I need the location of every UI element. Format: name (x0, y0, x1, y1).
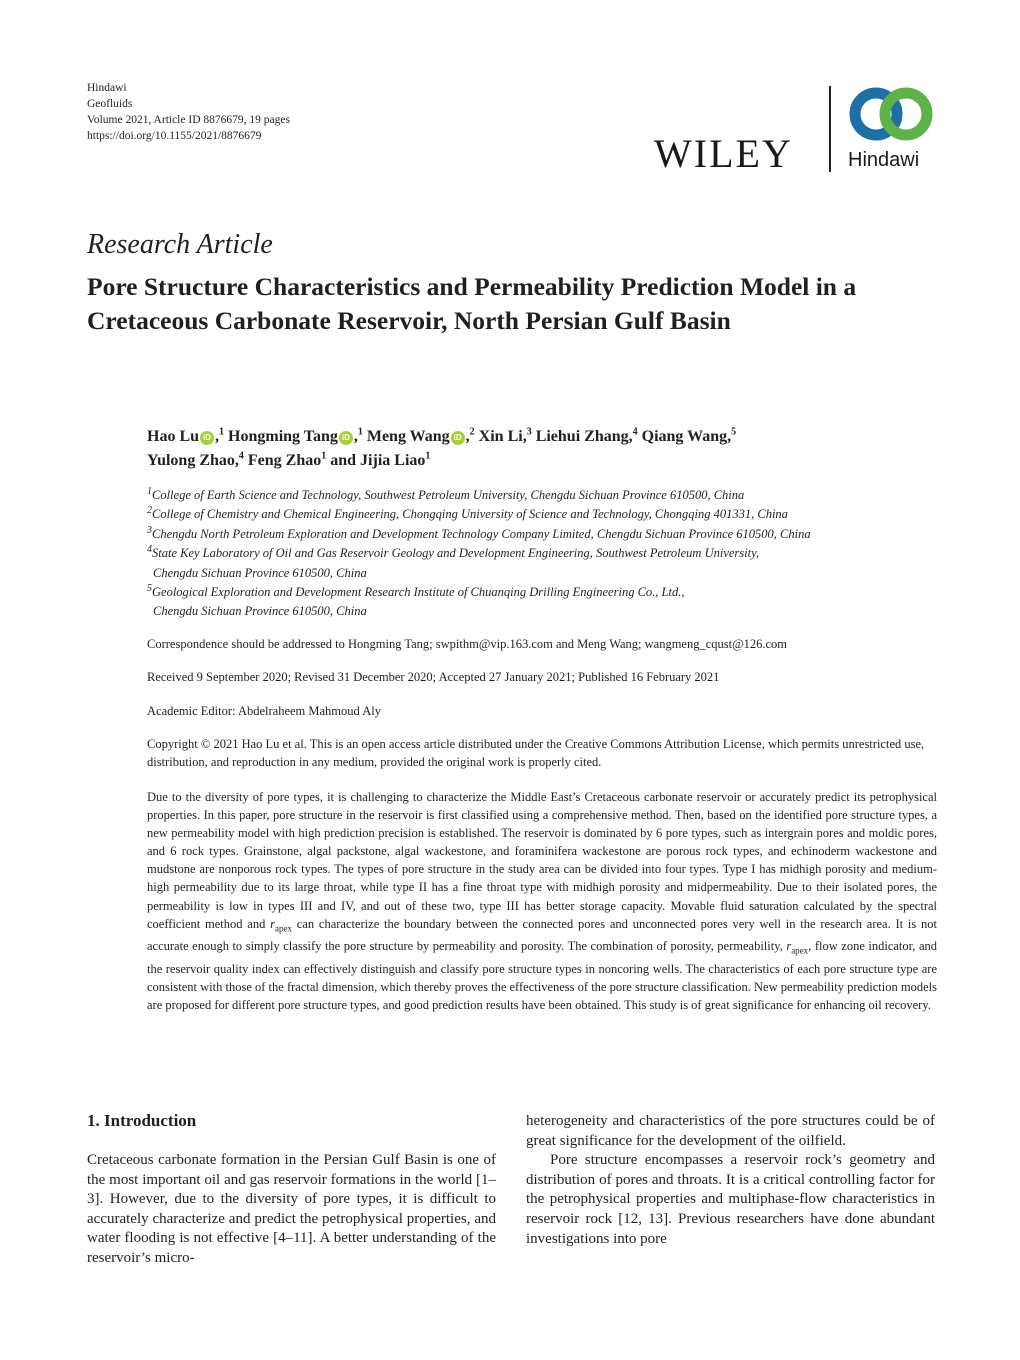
math-r: r (270, 916, 275, 931)
math-subscript: apex (274, 923, 292, 934)
separator: , (234, 452, 239, 469)
journal-meta (87, 80, 290, 144)
author-name[interactable]: Jijia Liao (360, 452, 426, 469)
paragraph: Cretaceous carbonate formation in the Persian Gulf Basin is one of the most important oil and gas reservoir formations in the world [1–3]. However, due to the diversity of pore types, it is difficult to accurately characterize and predict the petrophysical properties, and water flooding is not effective [4–11]. A better understanding of the reservoir’s micro- (87, 1152, 496, 1266)
author-name[interactable]: Liehui Zhang (535, 428, 629, 445)
hindawi-wordmark: Hindawi (848, 149, 920, 171)
article-type: Research Article (87, 229, 273, 260)
affiliation-number: 5 (147, 582, 152, 594)
affiliation-marker: 3 (526, 426, 532, 438)
logo-divider (829, 86, 831, 172)
affiliation-text: College of Earth Science and Technology, Southwest Petroleum University, Chengdu Sichuan Province 610500, China (152, 488, 745, 502)
separator: , (727, 428, 732, 445)
affiliation-marker: 4 (238, 450, 244, 462)
correspondence: Correspondence should be addressed to Hongming Tang; swpithm@vip.163.com and Meng Wang; wangmeng_cqust@126.com (147, 637, 788, 651)
affiliation-list (147, 486, 947, 622)
author-name[interactable]: Yulong Zhao (147, 452, 235, 469)
author-name[interactable]: Meng Wang (366, 428, 450, 445)
article-title: Pore Structure Characteristics and Permeability Prediction Model in a Cretaceous Carbonate Reservoir, North Persian Gulf Basin (87, 272, 857, 335)
paragraph: Pore structure encompasses a reservoir rock’s geometry and distribution of pores and throats. It is a critical controlling factor for the petrophysical properties and multiphase-flow characteristics in reservoir rock [12, 13]. Previous researchers have done abundant investigations into pore (526, 1152, 935, 1247)
abstract-text-2: can characterize the boundary between the connected pores and unconnected pores very well in the research area. It is not accurate enough to simply classify the pore structure by permeability and porosity. The combination of porosity, permeability, (147, 916, 937, 954)
affiliation-marker: 1 (219, 426, 225, 438)
author-name[interactable]: Hao Lu (147, 428, 200, 445)
separator: , (628, 428, 633, 445)
affiliation-text: Chengdu North Petroleum Exploration and Development Technology Company Limited, Chengdu Sichuan Province 610500, China (152, 526, 811, 541)
wiley-wordmark: WILEY (654, 131, 793, 176)
affiliation-marker: 5 (731, 426, 737, 438)
separator: , (465, 428, 470, 445)
hindawi-logo-icon (846, 84, 938, 144)
affiliation-number: 3 (147, 524, 152, 536)
affiliation-line (147, 525, 947, 544)
affiliation-number: 4 (147, 544, 152, 556)
math-subscript: apex (791, 945, 809, 956)
affiliation-marker: 1 (357, 426, 363, 438)
affiliation-line (147, 486, 947, 505)
body-column-left (87, 1151, 496, 1269)
affiliation-text: College of Chemistry and Chemical Engineering, Chongqing University of Science and Technology, Chongqing 401331, China (152, 507, 788, 522)
abstract-text-1: Due to the diversity of pore types, it is challenging to characterize the Middle East’s Cretaceous carbonate reservoir or accurately predict its petrophysical properties. In this paper, pore structure in the reservoir is first classified using a comprehensive method. Then, based on the identified pore structure types, a new permeability model with high prediction precision is established. The reservoir is dominated by 6 pore types, such as intergrain pores and moldic pores, and 6 rock types. Grainstone, algal packstone, algal wackestone, and foraminifera wackestone are porous rock types, and echinoderm wackestone and mudstone are nonporous rock types. The types of pore structure in the study area can be divided into four types. Type I has midhigh porosity and medium-high permeability due to its large throat, while type II has a fine throat type with midhigh porosity and midpermeability. Due to their isolated pores, the permeability is low in types III and IV, and out of these two, type III has better storage capacity. Movable fluid saturation calculated by the spectral coefficient method and (147, 790, 937, 931)
affiliation-line (147, 544, 947, 563)
publisher-name: Hindawi (87, 82, 127, 94)
paragraph: heterogeneity and characteristics of the pore structures could be of great significance for the development of the oilfield. (526, 1113, 935, 1149)
affiliation-line (147, 602, 947, 621)
affiliation-line (147, 564, 947, 583)
author-name[interactable]: Feng Zhao (247, 452, 322, 469)
academic-editor: Academic Editor: Abdelraheem Mahmoud Aly (147, 704, 381, 718)
publisher-logo (654, 84, 939, 176)
affiliation-number: 1 (147, 485, 152, 497)
affiliation-line (147, 505, 947, 524)
doi-link[interactable]: https://doi.org/10.1155/2021/8876679 (87, 130, 262, 142)
journal-name: Geofluids (87, 98, 133, 110)
volume-line: Volume 2021, Article ID 8876679, 19 pages (87, 114, 290, 126)
author-name[interactable]: Xin Li (478, 428, 523, 445)
abstract-text-3: , flow zone indicator, and the reservoir quality index can effectively distinguish and classify pore structure types in noncoring wells. The characteristics of each pore structure type are consistent with those of the fractal dimension, which thereby proves the effectiveness of the pore structure classification. New permeability prediction models are proposed for different pore structure types, and good prediction results have been obtained. This study is of great significance for enhancing oil recovery. (147, 939, 938, 1013)
affiliation-marker: 1 (425, 450, 431, 462)
separator: , (353, 428, 358, 445)
author-name[interactable]: Hongming Tang (228, 428, 338, 445)
abstract (147, 788, 937, 1014)
author-name[interactable]: Qiang Wang (641, 428, 728, 445)
affiliation-marker: 2 (469, 426, 475, 438)
author-list (147, 425, 947, 473)
separator: , (215, 428, 220, 445)
section-heading: 1. Introduction (87, 1111, 197, 1130)
math-r: r (786, 939, 792, 954)
affiliation-number: 2 (147, 505, 152, 517)
affiliation-text: Geological Exploration and Development Research Institute of Chuanqing Drilling Engineering Co., Ltd., (152, 585, 685, 600)
affiliation-text: Chengdu Sichuan Province 610500, China (153, 565, 367, 580)
orcid-icon[interactable]: iD (339, 431, 353, 445)
publication-dates: Received 9 September 2020; Revised 31 December 2020; Accepted 27 January 2021; Published 16 February 2021 (147, 670, 720, 684)
affiliation-text: State Key Laboratory of Oil and Gas Reservoir Geology and Development Engineering, Southwest Petroleum University, (152, 546, 760, 561)
affiliation-text: Chengdu Sichuan Province 610500, China (153, 604, 367, 619)
affiliation-marker: 4 (632, 426, 638, 438)
author-conjunction: and (326, 452, 361, 469)
copyright-notice: Copyright © 2021 Hao Lu et al. This is an open access article distributed under the Creative Commons Attribution License, which permits unrestricted use, distribution, and reproduction in any medium, provided the original work is properly cited. (147, 737, 925, 769)
body-column-right (526, 1112, 935, 1249)
orcid-icon[interactable]: iD (200, 431, 214, 445)
affiliation-line (147, 583, 947, 602)
separator: , (522, 428, 527, 445)
orcid-icon[interactable]: iD (451, 431, 465, 445)
affiliation-marker: 1 (321, 450, 327, 462)
